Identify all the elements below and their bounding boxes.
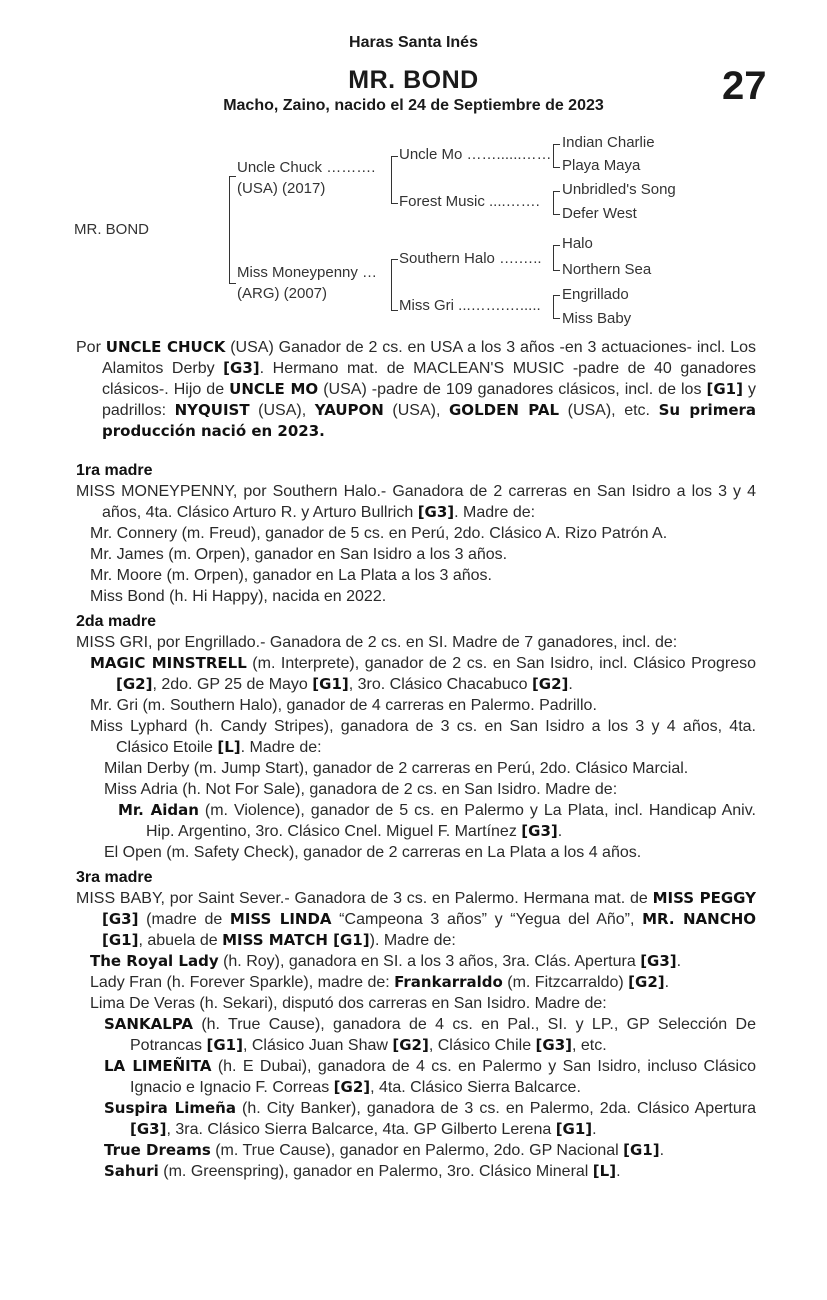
pedigree-dam-origin: (ARG) (2007)	[237, 285, 328, 302]
list-item: Mr. James (m. Orpen), ganador en San Isidro a los 3 años.	[90, 546, 508, 563]
pedigree-ancestor: Engrillado	[562, 286, 629, 303]
list-item: Miss Bond (h. Hi Happy), nacida en 2022.	[90, 588, 387, 605]
list-item: Milan Derby (m. Jump Start), ganador de 2 carreras en Perú, 2do. Clásico Marcial.	[104, 760, 689, 777]
pedigree-grandsire-2: Southern Halo ….…..	[399, 250, 542, 267]
list-item: Miss Adria (h. Not For Sale), ganadora de 2 cs. en San Isidro. Madre de:	[104, 781, 618, 798]
list-item: El Open (m. Safety Check), ganador de 2 carreras en La Plata a los 4 años.	[104, 844, 642, 861]
pedigree-bracket	[229, 176, 236, 284]
pedigree-bracket	[553, 245, 560, 271]
list-item: Suspira Limeña (h. City Banker), ganadora de 3 cs. en Palermo, 2da. Clásico Apertura [G3], 3ra. Clásico Sierra Balcarce, 4ta. GP Gilberto Lerena [G1].	[104, 1099, 756, 1138]
list-item: Mr. Gri (m. Southern Halo), ganador de 4 carreras en Palermo. Padrillo.	[90, 697, 597, 714]
pedigree-bracket	[553, 144, 560, 168]
pedigree-dam: Miss Moneypenny …	[237, 264, 378, 281]
first-dam-heading: 1ra madre	[76, 462, 153, 479]
pedigree-sire: Uncle Chuck ……….	[237, 159, 376, 176]
list-item: Sahuri (m. Greenspring), ganador en Palermo, 3ro. Clásico Mineral [L].	[104, 1162, 621, 1180]
pedigree-ancestor: Unbridled's Song	[562, 181, 676, 198]
second-dam-heading: 2da madre	[76, 613, 157, 630]
sire-paragraph: Por UNCLE CHUCK (USA) Ganador de 2 cs. en USA a los 3 años -en 3 actuaciones- incl. Los Alamitos Derby [G3]. Hermano mat. de MACLEAN'S MUSIC -padre de 40 ganadores clásicos-. Hijo de UNCLE MO (USA) -padre de 109 ganadores clásicos, incl. de los [G1] y padrillos: NYQUIST (USA), YAUPON (USA), GOLDEN PAL (USA), etc. Su primera producción nació en 2023.	[76, 338, 757, 440]
third-dam-heading: 3ra madre	[76, 869, 153, 886]
list-item: SANKALPA (h. True Cause), ganadora de 4 cs. en Pal., SI. y LP., GP Selección De Potrancas [G1], Clásico Juan Shaw [G2], Clásico Chile [G3], etc.	[104, 1015, 756, 1054]
pedigree-granddam-1: Forest Music ....…….	[399, 193, 540, 210]
pedigree-ancestor: Defer West	[562, 205, 637, 222]
list-item: Lady Fran (h. Forever Sparkle), madre de: Frankarraldo (m. Fitzcarraldo) [G2].	[90, 973, 670, 991]
pedigree-bracket	[391, 259, 398, 311]
pedigree-subject: MR. BOND	[74, 221, 149, 238]
pedigree-ancestor: Northern Sea	[562, 261, 652, 278]
pedigree-ancestor: Playa Maya	[562, 157, 641, 174]
first-dam-intro: MISS MONEYPENNY, por Southern Halo.- Ganadora de 2 carreras en San Isidro a los 3 y 4 años, 4ta. Clásico Arturo R. y Arturo Bullrich [G3]. Madre de:	[76, 483, 756, 521]
list-item: MAGIC MINSTRELL (m. Interprete), ganador de 2 cs. en San Isidro, incl. Clásico Progreso [G2], 2do. GP 25 de Mayo [G1], 3ro. Clásico Chacabuco [G2].	[90, 654, 757, 693]
pedigree-ancestor: Halo	[562, 235, 593, 252]
list-item: Lima De Veras (h. Sekari), disputó dos carreras en San Isidro. Madre de:	[90, 995, 607, 1012]
horse-description: Macho, Zaino, nacido el 24 de Septiembre de 2023	[223, 97, 604, 114]
pedigree-grandsire-1: Uncle Mo ……......……	[399, 146, 552, 163]
list-item: Mr. Moore (m. Orpen), ganador en La Plata a los 3 años.	[90, 567, 492, 584]
list-item: Miss Lyphard (h. Candy Stripes), ganadora de 3 cs. en San Isidro a los 3 y 4 años, 4ta. Clásico Etoile [L]. Madre de:	[90, 718, 756, 756]
pedigree-bracket	[553, 191, 560, 215]
pedigree-ancestor: Indian Charlie	[562, 134, 655, 151]
pedigree-granddam-2: Miss Gri ...…….….....	[399, 297, 541, 314]
list-item: Mr. Aidan (m. Violence), ganador de 5 cs. en Palermo y La Plata, incl. Handicap Aniv. Hip. Argentino, 3ro. Clásico Cnel. Miguel F. Martínez [G3].	[118, 801, 756, 840]
pedigree-ancestor: Miss Baby	[562, 310, 632, 327]
horse-name: MR. BOND	[348, 66, 479, 94]
haras-name: Haras Santa Inés	[349, 34, 478, 51]
catalog-text	[76, 337, 756, 1182]
list-item: Mr. Connery (m. Freud), ganador de 5 cs. en Perú, 2do. Clásico A. Rizo Patrón A.	[90, 525, 668, 542]
pedigree-bracket	[391, 156, 398, 204]
second-dam-intro: MISS GRI, por Engrillado.- Ganadora de 2 cs. en SI. Madre de 7 ganadores, incl. de:	[76, 634, 678, 651]
lot-number: 27	[722, 64, 767, 108]
list-item: The Royal Lady (h. Roy), ganadora en SI. a los 3 años, 3ra. Clás. Apertura [G3].	[90, 952, 682, 970]
list-item: True Dreams (m. True Cause), ganador en Palermo, 2do. GP Nacional [G1].	[104, 1141, 665, 1159]
pedigree-sire-origin: (USA) (2017)	[237, 180, 326, 197]
list-item: LA LIMEÑITA (h. E Dubai), ganadora de 4 cs. en Palermo y San Isidro, incluso Clásico Ignacio e Ignacio F. Correas [G2], 4ta. Clásico Sierra Balcarce.	[104, 1057, 757, 1096]
pedigree-bracket	[553, 295, 560, 319]
third-dam-intro: MISS BABY, por Saint Sever.- Ganadora de 3 cs. en Palermo. Hermana mat. de MISS PEGGY [G3] (madre de MISS LINDA “Campeona 3 años” y “Yegua del Año”, MR. NANCHO [G1], abuela de MISS MATCH [G1]). Madre de:	[76, 889, 757, 949]
